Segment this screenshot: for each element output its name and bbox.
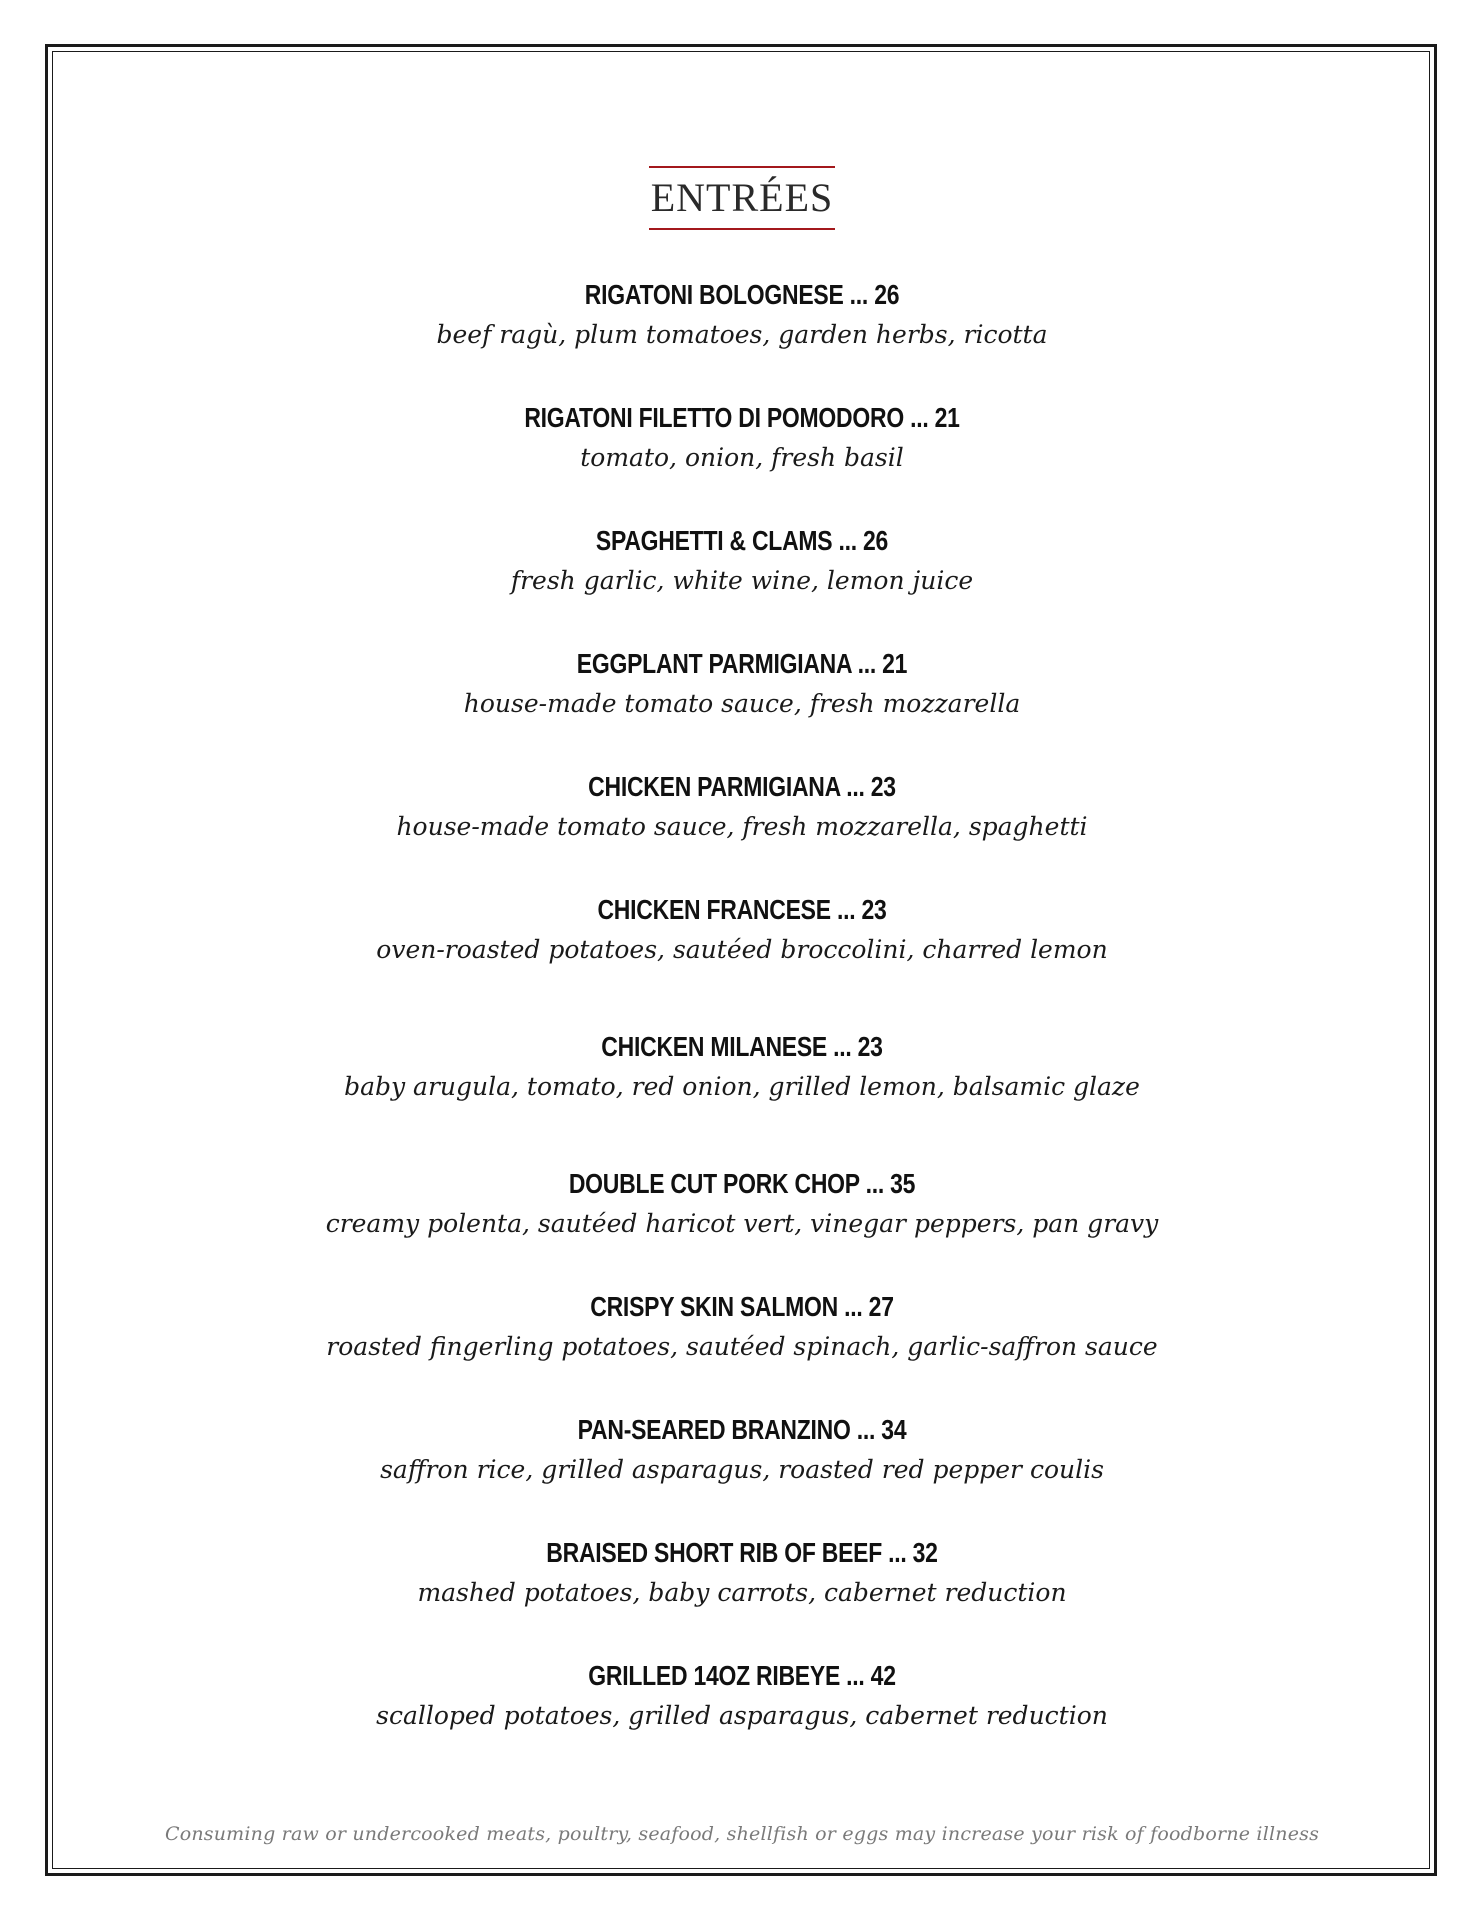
menu-item-title: CHICKEN PARMIGIANA ... 23 [588,771,896,802]
menu-item [0,1413,1484,1487]
menu-item-title: EGGPLANT PARMIGIANA ... 21 [576,648,908,679]
menu-item-description: oven-roasted potatoes, sautéed broccolini, charred lemon [376,935,1108,964]
menu-item [0,1290,1484,1364]
menu-item [0,770,1484,844]
disclaimer-text: Consuming raw or undercooked meats, poultry, seafood, shellfish or eggs may increase your risk of foodborne illness [164,1823,1320,1845]
menu-item-description: house-made tomato sauce, fresh mozzarella [463,689,1021,718]
menu-item-title: GRILLED 14OZ RIBEYE ... 42 [588,1660,896,1691]
menu-item-description: roasted fingerling potatoes, sautéed spinach, garlic-saffron sauce [326,1332,1158,1361]
menu-item-title: RIGATONI BOLOGNESE ... 26 [584,279,900,310]
menu-item [0,1536,1484,1610]
menu-item-description: beef ragù, plum tomatoes, garden herbs, ricotta [436,320,1048,349]
menu-item-title: RIGATONI FILETTO DI POMODORO ... 21 [524,402,960,433]
section-heading [0,166,1484,230]
menu-item [0,1030,1484,1104]
menu-item-title: DOUBLE CUT PORK CHOP ... 35 [568,1168,916,1199]
menu-item-title: CRISPY SKIN SALMON ... 27 [590,1291,894,1322]
menu-item-description: fresh garlic, white wine, lemon juice [510,566,974,595]
menu-item-description: house-made tomato sauce, fresh mozzarella, spaghetti [396,812,1088,841]
menu-item [0,1167,1484,1241]
menu-item-title: SPAGHETTI & CLAMS ... 26 [595,525,889,556]
menu-item-description: mashed potatoes, baby carrots, cabernet reduction [417,1578,1067,1607]
menu-item-description: baby arugula, tomato, red onion, grilled lemon, balsamic glaze [344,1072,1140,1101]
menu-item-description: saffron rice, grilled asparagus, roasted red pepper coulis [380,1455,1104,1484]
menu-item [0,893,1484,967]
menu-item-title: PAN-SEARED BRANZINO ... 34 [577,1414,907,1445]
heading-rules [649,166,836,230]
menu-item [0,1659,1484,1733]
menu-item [0,524,1484,598]
menu-item-description: tomato, onion, fresh basil [580,443,904,472]
menu-item [0,401,1484,475]
menu-item-description: creamy polenta, sautéed haricot vert, vinegar peppers, pan gravy [325,1209,1159,1238]
menu-item-title: CHICKEN MILANESE ... 23 [601,1031,883,1062]
menu-item-title: BRAISED SHORT RIB OF BEEF ... 32 [546,1537,938,1568]
menu-item-title: CHICKEN FRANCESE ... 23 [597,894,887,925]
heading-text: ENTRÉES [650,175,834,220]
menu-item-description: scalloped potatoes, grilled asparagus, cabernet reduction [376,1701,1108,1730]
menu-item [0,278,1484,352]
menu-item [0,647,1484,721]
